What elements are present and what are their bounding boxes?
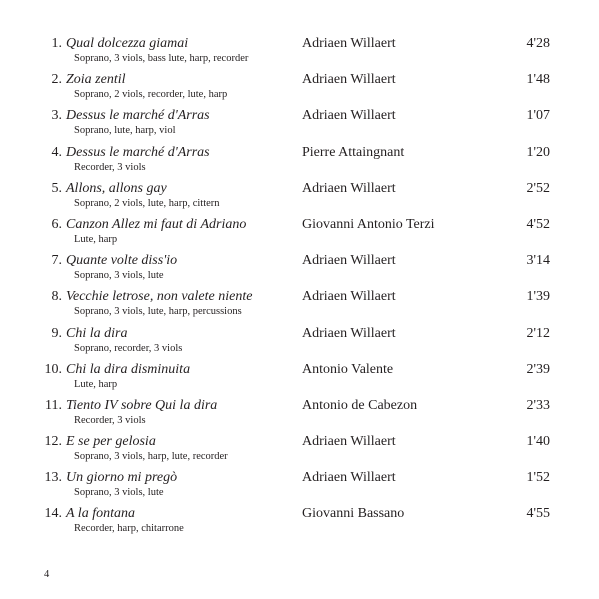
track-number: 13. (44, 470, 62, 486)
track-row (0, 252, 599, 288)
track-row (0, 216, 599, 252)
track-title: A la fontana (66, 506, 135, 522)
track-number: 7. (51, 253, 62, 269)
track-row (0, 144, 599, 180)
track-number: 4. (51, 144, 62, 160)
track-number: 3. (51, 108, 62, 124)
track-instruments: Recorder, 3 viols (74, 161, 146, 173)
track-composer: Giovanni Bassano (302, 506, 405, 522)
track-composer: Adriaen Willaert (302, 289, 396, 305)
track-composer: Adriaen Willaert (302, 470, 396, 486)
track-title: Chi la dira disminuita (66, 361, 191, 377)
track-composer: Adriaen Willaert (302, 108, 396, 124)
track-row (0, 433, 599, 469)
track-title: Zoia zentil (66, 72, 126, 88)
track-row (0, 180, 599, 216)
track-duration: 1'40 (526, 434, 550, 450)
track-instruments: Soprano, 3 viols, lute (74, 270, 164, 282)
track-duration: 1'20 (526, 144, 550, 160)
track-instruments: Recorder, harp, chitarrone (74, 523, 184, 535)
track-row (0, 469, 599, 505)
track-instruments: Lute, harp (74, 378, 118, 390)
track-title: Tiento IV sobre Qui la dira (66, 397, 218, 413)
track-row (0, 107, 599, 143)
track-row (0, 361, 599, 397)
track-instruments: Soprano, 3 viols, bass lute, harp, recorder (74, 53, 249, 64)
page-number: 4 (44, 569, 50, 580)
track-title: Canzon Allez mi faut di Adriano (66, 216, 247, 232)
track-title: Allons, allons gay (66, 180, 167, 196)
track-duration: 3'14 (526, 253, 550, 269)
track-instruments: Lute, harp (74, 233, 118, 245)
track-duration: 2'33 (526, 397, 550, 413)
track-title: E se per gelosia (66, 434, 156, 450)
track-title: Quante volte diss'io (66, 253, 178, 269)
track-number: 2. (51, 72, 62, 88)
track-instruments: Soprano, 3 viols, lute, harp, percussions (74, 306, 242, 318)
track-row (0, 71, 599, 107)
track-number: 5. (51, 180, 62, 196)
track-duration: 2'52 (526, 180, 550, 196)
track-number: 9. (51, 325, 62, 341)
track-number: 11. (45, 397, 62, 413)
track-composer: Adriaen Willaert (302, 325, 396, 341)
track-list (0, 35, 599, 542)
track-title: Dessus le marché d'Arras (66, 108, 210, 124)
track-number: 8. (51, 289, 62, 305)
track-composer: Adriaen Willaert (302, 180, 396, 196)
track-instruments: Soprano, recorder, 3 viols (74, 342, 183, 354)
track-instruments: Soprano, lute, harp, viol (74, 125, 176, 137)
track-instruments: Soprano, 3 viols, lute (74, 487, 164, 499)
track-duration: 2'39 (526, 361, 550, 377)
track-title: Vecchie letrose, non valete niente (66, 289, 253, 305)
track-number: 14. (44, 506, 62, 522)
track-instruments: Recorder, 3 viols (74, 414, 146, 426)
track-row (0, 288, 599, 324)
track-title: Un giorno mi pregò (66, 470, 178, 486)
track-duration: 2'12 (526, 325, 550, 341)
track-duration: 4'55 (526, 506, 550, 522)
track-composer: Adriaen Willaert (302, 434, 396, 450)
track-composer: Antonio Valente (302, 361, 394, 377)
track-composer: Adriaen Willaert (302, 36, 396, 51)
track-duration: 4'28 (526, 36, 550, 51)
track-composer: Antonio de Cabezon (302, 397, 418, 413)
track-number: 10. (44, 361, 62, 377)
track-number: 6. (51, 216, 62, 232)
track-title: Chi la dira (66, 325, 128, 341)
track-duration: 1'52 (526, 470, 550, 486)
track-title: Qual dolcezza giamai (66, 36, 189, 51)
track-instruments: Soprano, 2 viols, lute, harp, cittern (74, 197, 220, 209)
track-composer: Giovanni Antonio Terzi (302, 216, 435, 232)
track-duration: 1'48 (526, 72, 550, 88)
track-row (0, 35, 599, 71)
track-instruments: Soprano, 3 viols, harp, lute, recorder (74, 451, 228, 463)
track-number: 12. (44, 434, 62, 450)
track-row (0, 397, 599, 433)
track-duration: 1'39 (526, 289, 550, 305)
track-composer: Adriaen Willaert (302, 253, 396, 269)
track-composer: Pierre Attaingnant (302, 144, 405, 160)
track-row (0, 505, 599, 541)
track-row (0, 325, 599, 361)
track-duration: 4'52 (526, 216, 550, 232)
track-title: Dessus le marché d'Arras (66, 144, 210, 160)
track-duration: 1'07 (526, 108, 550, 124)
track-instruments: Soprano, 2 viols, recorder, lute, harp (74, 89, 228, 101)
track-composer: Adriaen Willaert (302, 72, 396, 88)
track-number: 1. (51, 36, 62, 51)
